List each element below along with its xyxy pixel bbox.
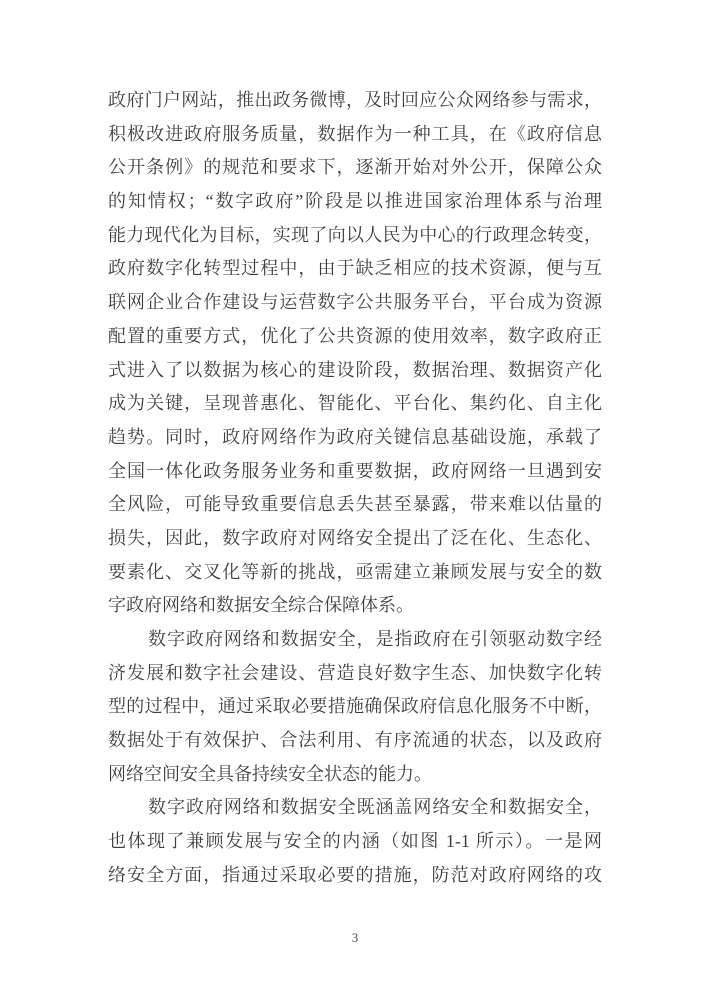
text-line: 数据处于有效保护、合法利用、有序流通的状态，以及政府 [108, 730, 602, 751]
text-line: 能力现代化为目标，实现了向以人民为中心的行政理念转变， [108, 224, 602, 245]
text-line: 型的过程中，通过采取必要措施确保政府信息化服务不中断， [108, 696, 602, 717]
text-line: 成为关键，呈现普惠化、智能化、平台化、集约化、自主化 [108, 393, 602, 414]
text-line: 政府门户网站，推出政务微博，及时回应公众网络参与需求， [108, 90, 602, 110]
text-line: 全国一体化政务服务业务和重要数据，政府网络一旦遇到安 [108, 460, 602, 481]
text-line: 要素化、交叉化等新的挑战，亟需建立兼顾发展与安全的数 [108, 561, 602, 582]
text-line: 公开条例》的规范和要求下，逐渐开始对外公开，保障公众 [108, 157, 602, 178]
text-line: 式进入了以数据为核心的建设阶段，数据治理、数据资产化 [108, 359, 602, 380]
text-line: 趋势。同时，政府网络作为政府关键信息基础设施，承载了 [108, 426, 602, 447]
text-line: 字政府网络和数据安全综合保障体系。 [108, 595, 414, 616]
text-line: 数字政府网络和数据安全既涵盖网络安全和数据安全， [148, 797, 602, 818]
body-text-block [108, 84, 602, 893]
page-number: 3 [351, 930, 359, 945]
text-line: 政府数字化转型过程中，由于缺乏相应的技术资源，便与互 [108, 258, 602, 279]
text-line: 的知情权；“数字政府”阶段是以推进国家治理体系与治理 [108, 191, 602, 212]
text-line: 联网企业合作建设与运营数字公共服务平台，平台成为资源 [108, 292, 602, 313]
text-line: 网络空间安全具备持续安全状态的能力。 [108, 763, 432, 784]
text-line: 络安全方面，指通过采取必要的措施，防范对政府网络的攻 [108, 864, 602, 885]
text-line: 济发展和数字社会建设、营造良好数字生态、加快数字化转 [108, 662, 602, 683]
text-line: 也体现了兼顾发展与安全的内涵（如图 1-1 所示）。一是网 [108, 831, 602, 852]
text-line: 损失，因此，数字政府对网络安全提出了泛在化、生态化、 [108, 527, 602, 548]
text-line: 全风险，可能导致重要信息丢失甚至暴露，带来难以估量的 [108, 494, 602, 515]
text-line: 积极改进政府服务质量，数据作为一种工具，在《政府信息 [108, 123, 602, 144]
text-line: 数字政府网络和数据安全，是指政府在引领驱动数字经 [148, 629, 602, 649]
text-line: 配置的重要方式，优化了公共资源的使用效率，数字政府正 [108, 325, 602, 346]
